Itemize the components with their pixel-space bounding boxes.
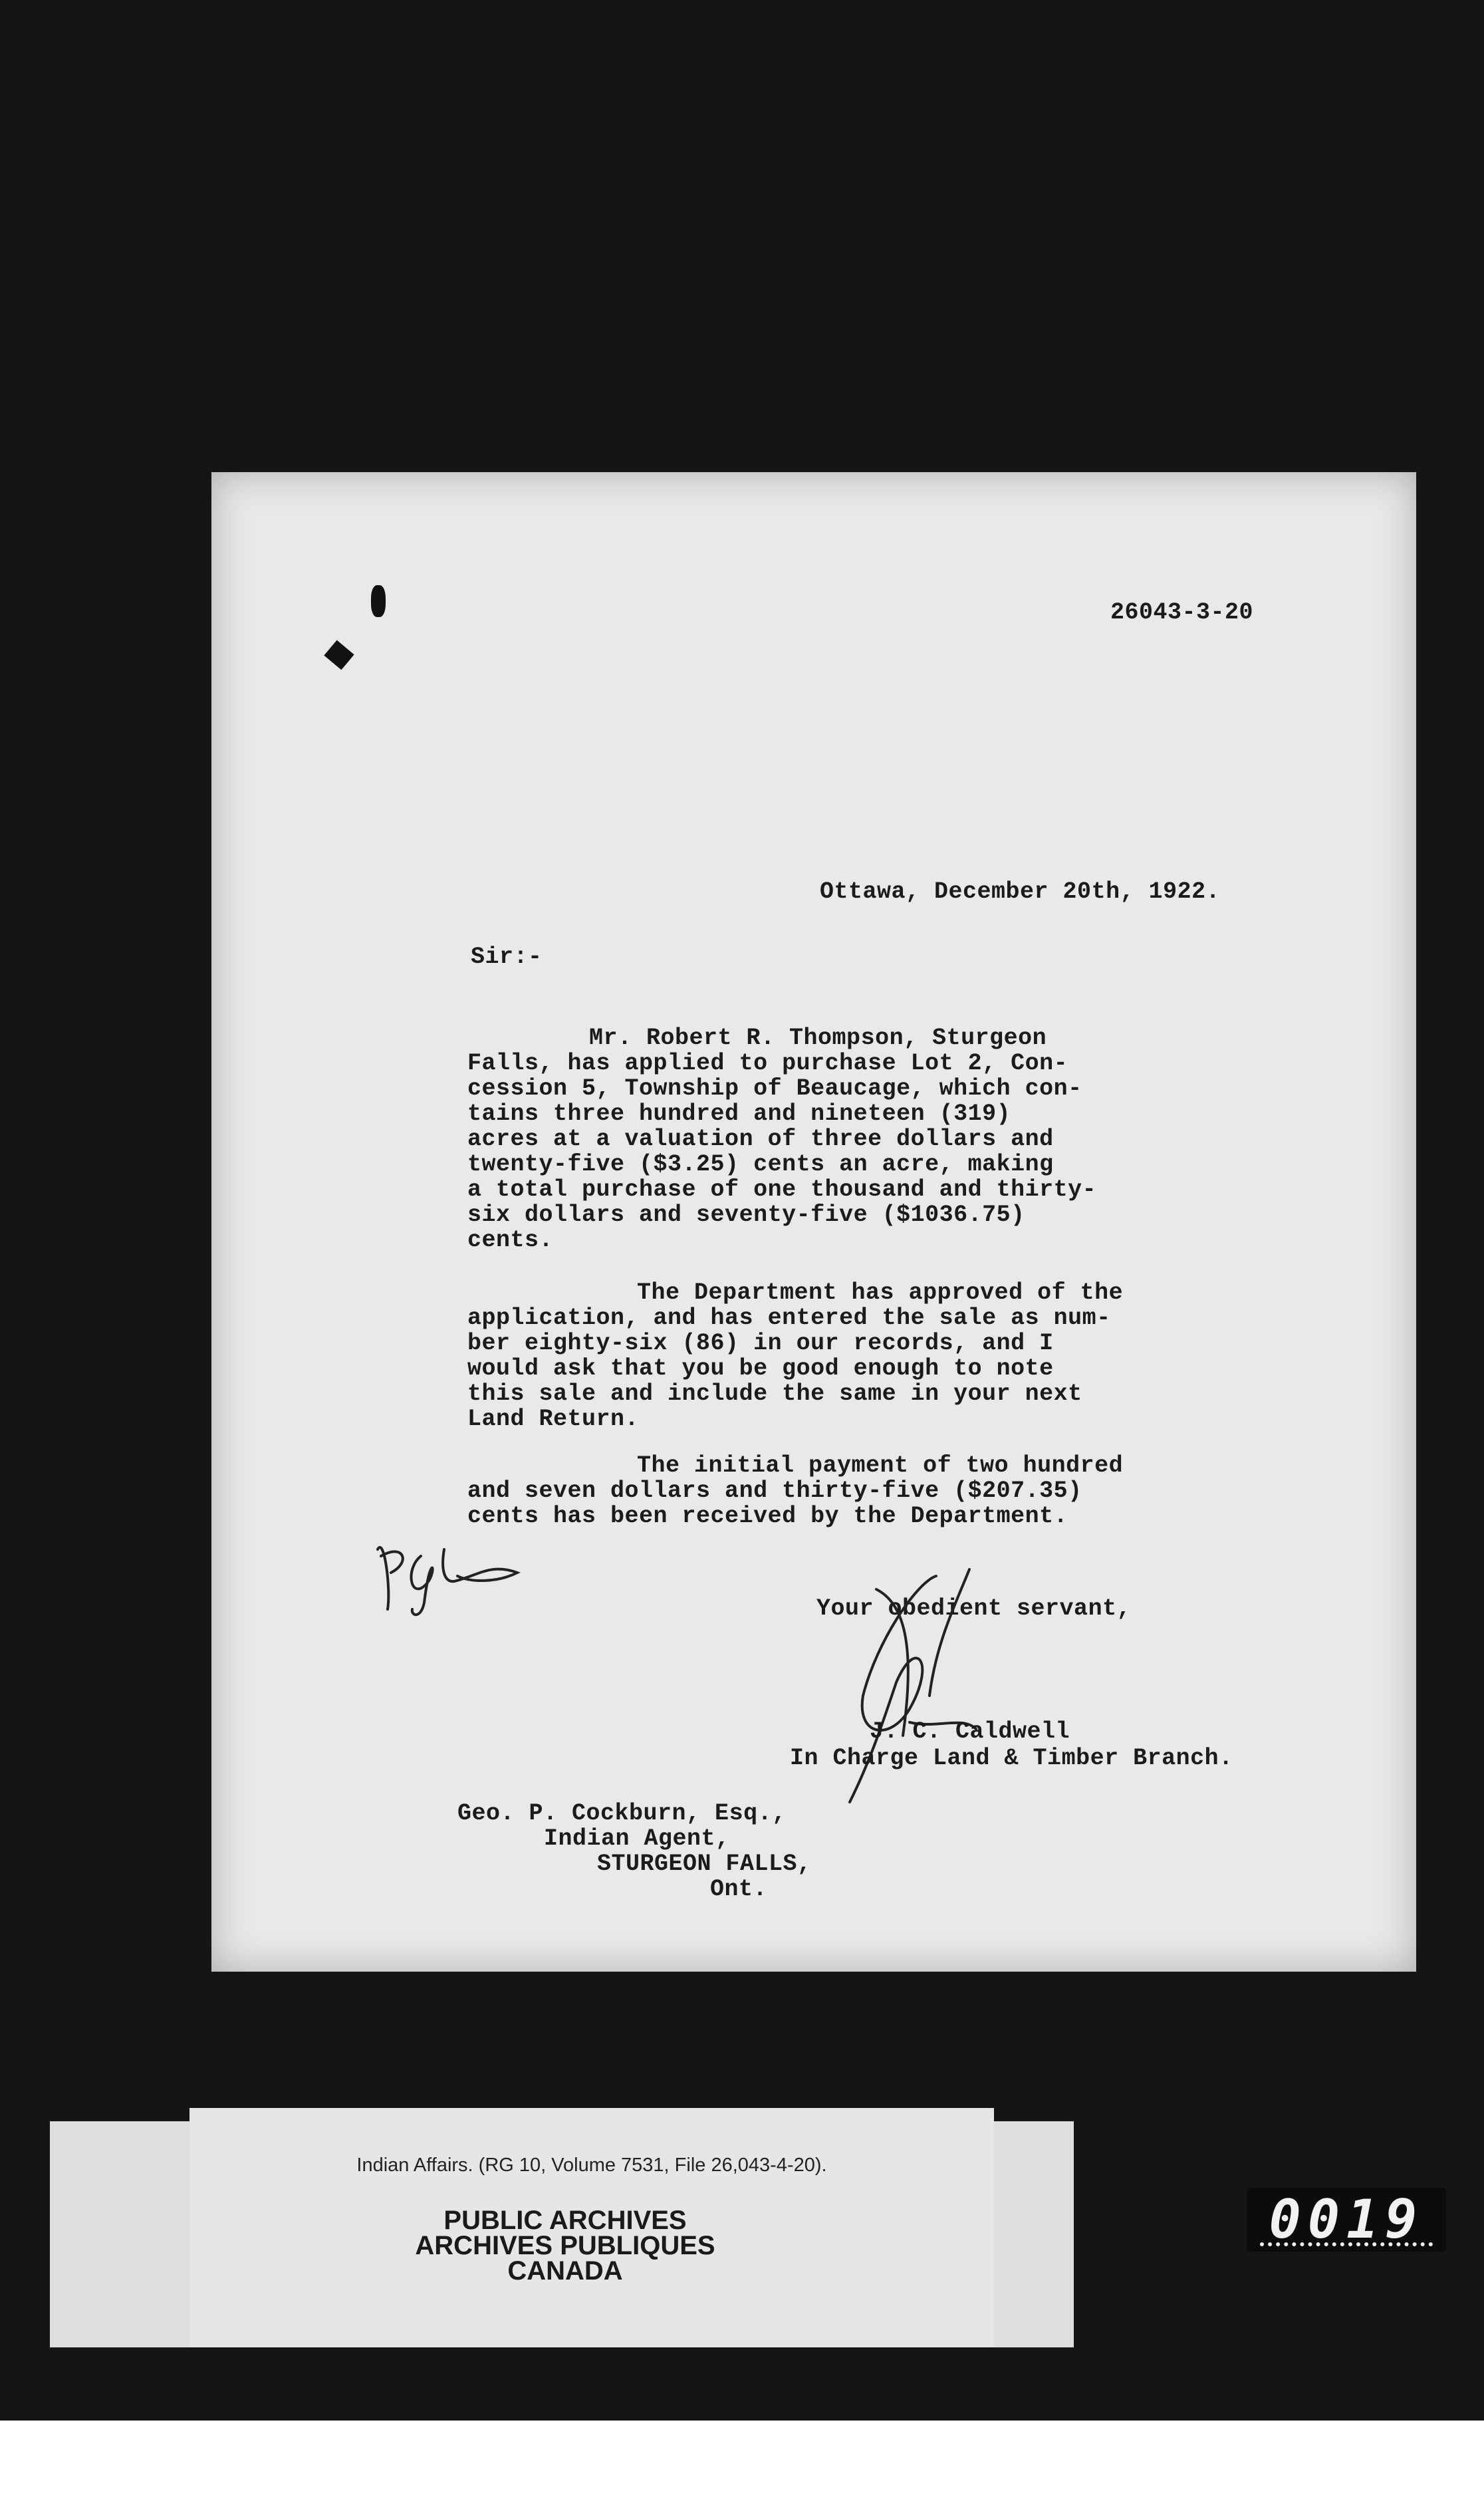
- archive-line-3: CANADA: [507, 2256, 623, 2286]
- paragraph-line: Land Return.: [467, 1406, 640, 1432]
- signer-name: J. C. Caldwell: [870, 1718, 1070, 1745]
- paragraph-line: twenty-five ($3.25) cents an acre, making: [467, 1151, 1054, 1178]
- signer-title: In Charge Land & Timber Branch.: [790, 1745, 1233, 1772]
- recipient-line: Indian Agent,: [544, 1825, 730, 1852]
- recipient-line: Ont.: [710, 1876, 768, 1903]
- archive-citation: Indian Affairs. (RG 10, Volume 7531, File 26,043-4-20).: [356, 2155, 827, 2176]
- archive-name: [359, 2208, 771, 2284]
- paragraph-line: Mr. Robert R. Thompson, Sturgeon: [589, 1025, 1047, 1051]
- paragraph-line: a total purchase of one thousand and thirty-: [467, 1176, 1097, 1203]
- ink-blot: [324, 640, 354, 670]
- paragraph-line: and seven dollars and thirty-five ($207.35): [467, 1478, 1082, 1504]
- paragraph-line: ber eighty-six (86) in our records, and I: [467, 1330, 1054, 1357]
- paragraph-line: six dollars and seventy-five ($1036.75): [467, 1202, 1025, 1228]
- paragraph-line: this sale and include the same in your next: [467, 1380, 1082, 1407]
- frame-number: 0019: [1247, 2188, 1446, 2252]
- paragraph-line: cents has been received by the Department.: [467, 1503, 1068, 1529]
- file-number: 26043-3-20: [1110, 599, 1254, 626]
- recipient-line: Geo. P. Cockburn, Esq.,: [457, 1800, 787, 1827]
- paragraph-line: The initial payment of two hundred: [637, 1452, 1124, 1479]
- archive-line-2: ARCHIVES PUBLIQUES: [415, 2231, 715, 2260]
- handwritten-signature: [836, 1563, 983, 1815]
- paragraph-line: cents.: [467, 1227, 554, 1253]
- paragraph-line: would ask that you be good enough to note: [467, 1355, 1054, 1382]
- ink-blot: [371, 585, 386, 617]
- paragraph-line: Falls, has applied to purchase Lot 2, Con-: [467, 1050, 1068, 1077]
- recipient-line: STURGEON FALLS,: [597, 1851, 812, 1877]
- letter-page: [211, 472, 1416, 1972]
- salutation: Sir:-: [471, 944, 543, 970]
- archive-line-1: PUBLIC ARCHIVES: [443, 2206, 687, 2235]
- closing: Your obedient servant,: [816, 1595, 1132, 1622]
- initials-signature: [364, 1510, 524, 1623]
- date-line: Ottawa, December 20th, 1922.: [820, 878, 1221, 905]
- paragraph-line: The Department has approved of the: [637, 1279, 1124, 1306]
- paragraph-line: tains three hundred and nineteen (319): [467, 1101, 1011, 1127]
- paragraph-line: application, and has entered the sale as num-: [467, 1305, 1111, 1331]
- paragraph-line: acres at a valuation of three dollars and: [467, 1126, 1054, 1152]
- paragraph-line: cession 5, Township of Beaucage, which con-: [467, 1075, 1082, 1102]
